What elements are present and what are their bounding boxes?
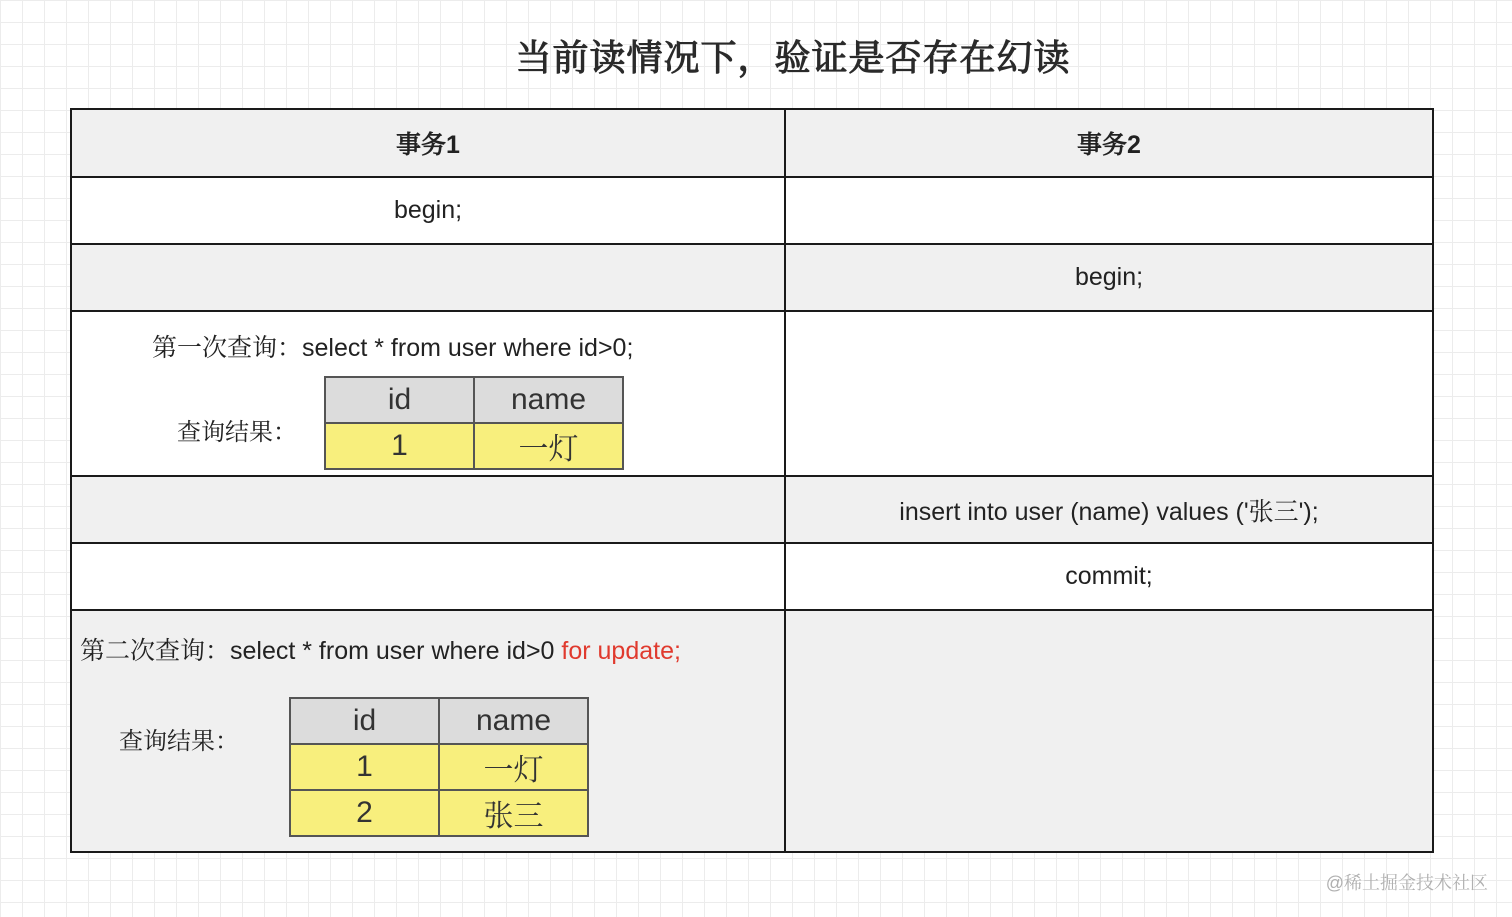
row-commit [72, 544, 1432, 611]
t2-commit-cell: commit; [1065, 562, 1153, 590]
diagram-title: 当前读情况下，验证是否存在幻读 [515, 37, 1071, 78]
t1-second-query-cell [72, 611, 786, 851]
t1-begin-cell: begin; [72, 178, 786, 243]
row-first-query [72, 312, 1432, 477]
result-cell-name: 一灯 [474, 423, 623, 469]
t1-empty-cell [72, 477, 786, 542]
t2-insert-cell: insert into user (name) values ('张三'); [899, 497, 1319, 526]
t2-empty-cell [786, 611, 1432, 851]
row-insert [72, 477, 1432, 544]
table-row [290, 790, 588, 836]
result-cell-name: 一灯 [439, 744, 588, 790]
table-row [290, 744, 588, 790]
result-cell-id: 1 [325, 423, 474, 469]
second-result-table [289, 697, 589, 837]
t2-begin-cell: begin; [1074, 263, 1144, 291]
t1-empty-cell [72, 544, 786, 609]
header-transaction-1: 事务1 [72, 110, 786, 176]
t1-empty-cell [72, 245, 786, 310]
first-query-text: 第一次查询：select * from user where id>0; [152, 334, 634, 362]
result-header-id: id [325, 377, 474, 423]
result-header-name: name [474, 377, 623, 423]
t1-first-query-cell [72, 312, 786, 475]
first-result-table [324, 376, 624, 470]
watermark: @稀土掘金技术社区 [1325, 873, 1488, 893]
header-row [72, 110, 1432, 178]
result-cell-name: 张三 [439, 790, 588, 836]
second-query-text: 第二次查询：select * from user where id>0 for update; [80, 637, 681, 665]
for-update-highlight: for update; [561, 637, 681, 665]
t2-empty-cell [786, 178, 1432, 243]
result-header-id: id [290, 698, 439, 744]
t2-empty-cell [786, 312, 1432, 475]
row-begin-t2 [72, 245, 1432, 312]
row-second-query [72, 611, 1432, 851]
table-row [325, 423, 623, 469]
transaction-table [70, 108, 1434, 853]
first-result-label: 查询结果： [177, 419, 297, 446]
result-cell-id: 2 [290, 790, 439, 836]
header-transaction-2: 事务2 [1077, 131, 1141, 159]
second-result-label: 查询结果： [119, 728, 239, 755]
result-header-name: name [439, 698, 588, 744]
result-cell-id: 1 [290, 744, 439, 790]
row-begin-t1 [72, 178, 1432, 245]
